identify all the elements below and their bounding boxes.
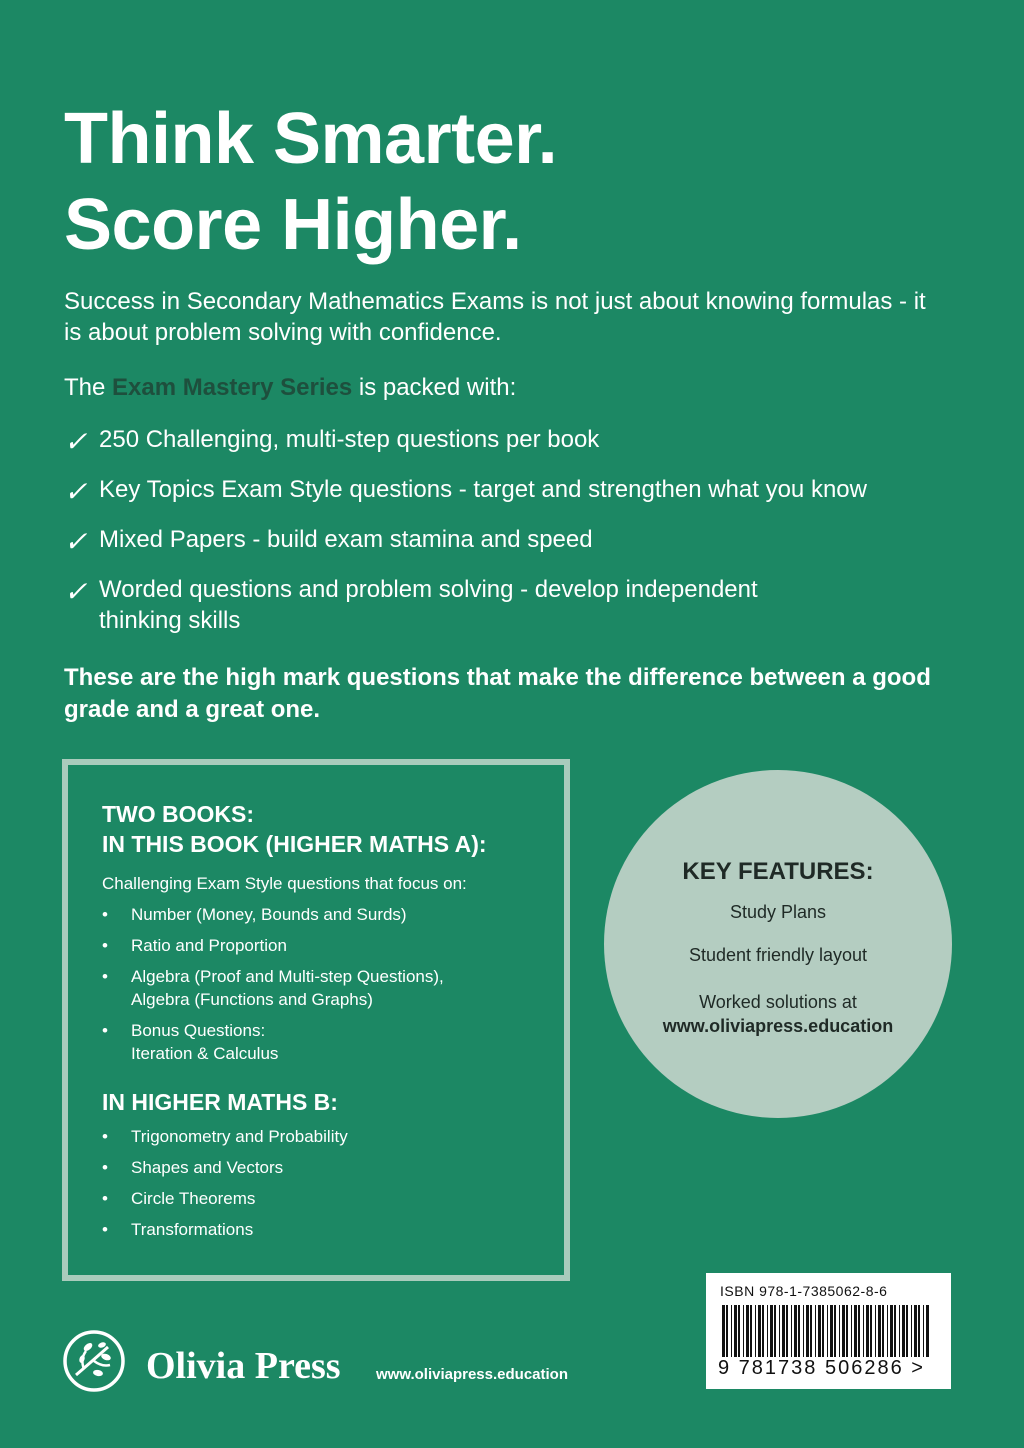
list-item: • Shapes and Vectors	[102, 1156, 542, 1179]
barcode-bar	[926, 1305, 929, 1357]
isbn-digits: 9 781738 506286 >	[718, 1357, 925, 1379]
barcode-bar	[762, 1305, 764, 1357]
packed-line	[64, 372, 516, 403]
barcode-bar	[746, 1305, 749, 1357]
brand-name: Olivia Press	[146, 1345, 341, 1387]
barcode-bar	[738, 1305, 740, 1357]
checklist	[64, 424, 964, 655]
barcode-bar	[894, 1305, 896, 1357]
barcode-bar	[818, 1305, 821, 1357]
check-icon: ✓	[64, 476, 88, 507]
barcode-bar	[914, 1305, 917, 1357]
headline-line-2: Score Higher.	[64, 185, 522, 265]
contents-box	[62, 759, 570, 1281]
barcode-bar	[858, 1305, 860, 1357]
barcode-bar	[722, 1305, 725, 1357]
list-item: • Algebra (Proof and Multi-step Questions), Algebra (Functions and Graphs)	[102, 965, 501, 1011]
barcode-bar	[810, 1305, 812, 1357]
barcode-bar	[839, 1305, 840, 1357]
barcode-bar	[791, 1305, 792, 1357]
check-icon: ✓	[64, 426, 88, 457]
barcode-bar	[827, 1305, 828, 1357]
headline-line-1: Think Smarter.	[64, 99, 558, 179]
check-text: Mixed Papers - build exam stamina and speed	[99, 526, 593, 553]
barcode-bar	[803, 1305, 804, 1357]
barcode-bar	[887, 1305, 888, 1357]
barcode-bar	[734, 1305, 737, 1357]
barcode-bar	[902, 1305, 905, 1357]
barcode	[722, 1305, 932, 1357]
barcode-bar	[842, 1305, 845, 1357]
box-subtitle: Challenging Exam Style questions that focus on:	[102, 874, 467, 893]
check-item	[64, 424, 964, 455]
barcode-bar	[798, 1305, 800, 1357]
barcode-bar	[899, 1305, 900, 1357]
check-text: Key Topics Exam Style questions - target and strengthen what you know	[99, 476, 867, 503]
barcode-bar	[846, 1305, 848, 1357]
key-features-circle	[604, 770, 952, 1118]
feature-solutions: Worked solutions at	[699, 992, 857, 1012]
barcode-bar	[851, 1305, 852, 1357]
box-heading-two-books: TWO BOOKS:	[102, 801, 255, 827]
barcode-bar	[743, 1305, 744, 1357]
check-item	[64, 524, 964, 555]
list-item: • Circle Theorems	[102, 1187, 542, 1210]
book-b-list	[102, 1125, 542, 1241]
box-heading-this-book: IN THIS BOOK (HIGHER MATHS A):	[102, 831, 487, 857]
olivia-press-logo-icon	[62, 1329, 126, 1393]
book-a-list	[102, 903, 542, 1065]
feature-layout: Student friendly layout	[688, 945, 868, 965]
barcode-bar	[779, 1305, 780, 1357]
barcode-bar	[834, 1305, 836, 1357]
barcode-bar	[782, 1305, 785, 1357]
box-heading-book-b: IN HIGHER MATHS B:	[102, 1089, 338, 1115]
intro-text: Success in Secondary Mathematics Exams is not just about knowing formulas - it is about problem solving with confidence.	[64, 288, 926, 346]
barcode-bar	[806, 1305, 809, 1357]
barcode-bar	[726, 1305, 728, 1357]
barcode-bar	[878, 1305, 881, 1357]
barcode-bar	[786, 1305, 788, 1357]
packed-prefix: The	[64, 374, 113, 401]
barcode-bar	[767, 1305, 768, 1357]
barcode-bar	[918, 1305, 920, 1357]
claim-text: These are the high mark questions that make the difference between a good grade and a great one.	[64, 664, 931, 723]
barcode-bar	[758, 1305, 761, 1357]
barcode-bar	[774, 1305, 776, 1357]
barcode-bar	[870, 1305, 872, 1357]
isbn-barcode-box	[706, 1273, 951, 1389]
barcode-bar	[923, 1305, 924, 1357]
feature-study-plans: Study Plans	[729, 902, 827, 922]
check-item	[64, 474, 964, 505]
barcode-bar	[882, 1305, 884, 1357]
barcode-bar	[854, 1305, 857, 1357]
barcode-bar	[830, 1305, 833, 1357]
barcode-bar	[731, 1305, 732, 1357]
barcode-bar	[866, 1305, 869, 1357]
list-item: • Number (Money, Bounds and Surds)	[102, 903, 542, 926]
check-icon: ✓	[64, 576, 88, 607]
feature-url[interactable]: www.oliviapress.education	[662, 1016, 894, 1036]
list-item: • Transformations	[102, 1218, 542, 1241]
check-text: Worded questions and problem solving - develop independent thinking skills	[99, 576, 758, 634]
check-text: 250 Challenging, multi-step questions per book	[99, 426, 600, 453]
packed-suffix: is packed with:	[352, 374, 517, 401]
key-features-heading: KEY FEATURES:	[682, 858, 874, 885]
list-item: • Ratio and Proportion	[102, 934, 542, 957]
barcode-bar	[875, 1305, 876, 1357]
barcode-bar	[750, 1305, 752, 1357]
barcode-bar	[863, 1305, 864, 1357]
check-icon: ✓	[64, 526, 88, 557]
barcode-bar	[906, 1305, 908, 1357]
list-item: • Bonus Questions: Iteration & Calculus	[102, 1019, 331, 1065]
barcode-bar	[794, 1305, 797, 1357]
barcode-bar	[770, 1305, 773, 1357]
isbn-label: ISBN 978-1-7385062-8-6	[720, 1283, 888, 1299]
list-item: • Trigonometry and Probability	[102, 1125, 542, 1148]
barcode-bar	[911, 1305, 912, 1357]
footer-website-link[interactable]: www.oliviapress.education	[376, 1366, 568, 1383]
barcode-bar	[815, 1305, 816, 1357]
barcode-bar	[890, 1305, 893, 1357]
check-item	[64, 574, 819, 636]
barcode-bar	[822, 1305, 824, 1357]
headline	[64, 96, 557, 268]
barcode-bar	[755, 1305, 756, 1357]
series-name: Exam Mastery Series	[112, 374, 353, 401]
